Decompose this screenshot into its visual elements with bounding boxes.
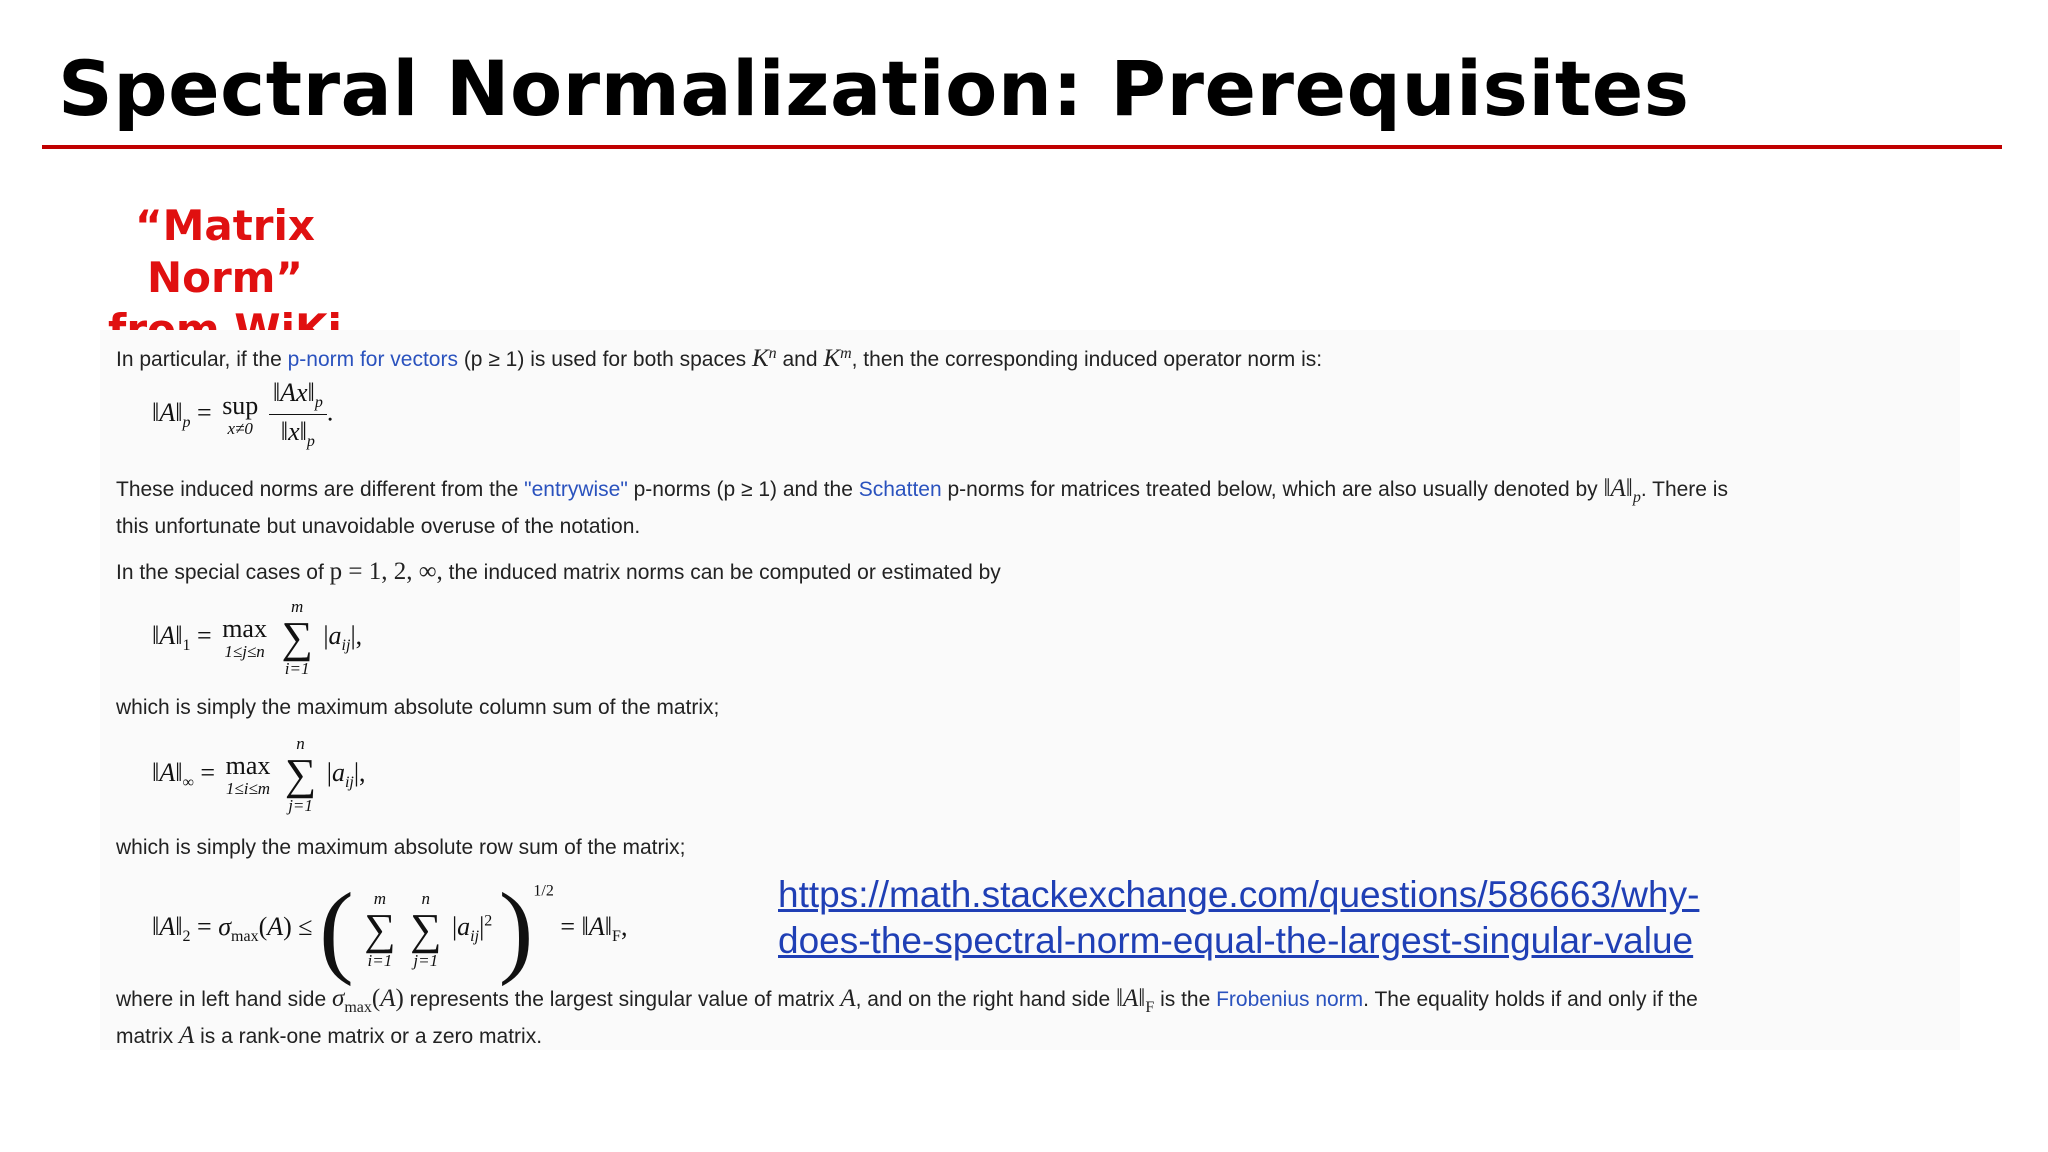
equation-two-norm: $‖A‖_2 = \sigma_{max}(A)$ ≤ ( m ∑ i=1 n ∑ j=1 $|a_{ij}|^2$ )$^{1/2} = ‖A‖_F$, xyxy=(152,872,628,987)
wiki-paragraph-1 xyxy=(116,335,1322,379)
wiki-text: where in left hand side xyxy=(116,988,332,1011)
wiki-text: and xyxy=(776,348,824,371)
equation-one-norm: $‖A‖_1$ = max 1≤j≤n m ∑ i=1 $|a_{ij}|$, xyxy=(152,597,363,678)
wiki-text: These induced norms are different from the xyxy=(116,478,525,501)
wiki-text: is a rank-one matrix or a zero matrix. xyxy=(194,1025,543,1048)
wiki-text: represents the largest singular value of matrix xyxy=(403,988,841,1011)
equation-induced-norm: $‖A‖_p$ = sup x≠0 $\frac{‖Ax‖_p}{‖x‖_p}$ . xyxy=(152,378,334,451)
wiki-text: p-norms (p ≥ 1) and the xyxy=(627,478,859,501)
wiki-paragraph-3 xyxy=(116,553,1001,592)
math-frobenius-norm: $‖A‖_F$ xyxy=(1115,985,1155,1016)
math-km: K xyxy=(823,345,841,372)
link-p-norm-vectors[interactable]: p-norm for vectors xyxy=(287,348,458,371)
wiki-paragraph-6-line-2 xyxy=(116,1017,542,1056)
stackexchange-link[interactable] xyxy=(778,872,1699,964)
math-sigma-max: $\sigma_{max}(A)$ xyxy=(331,985,404,1016)
wiki-text: , then the corresponding induced operator norm is: xyxy=(851,348,1323,371)
wiki-paragraph-2-line-2: this unfortunate but unavoidable overuse of the notation. xyxy=(116,515,641,538)
equation-infinity-norm: $‖A‖_\infty$ = max 1≤i≤m n ∑ j=1 $|a_{ij}|$, xyxy=(152,734,366,815)
slide-title: Spectral Normalization: Prerequisites xyxy=(58,44,1690,133)
wiki-text: In particular, if the xyxy=(116,348,288,371)
link-frobenius-norm[interactable]: Frobenius norm xyxy=(1216,988,1364,1011)
wiki-text: (p ≥ 1) is used for both spaces xyxy=(457,348,752,371)
math-sup-m: m xyxy=(840,345,852,362)
math-a: A xyxy=(840,985,856,1012)
wiki-text: In the special cases of xyxy=(116,561,330,584)
math-sup-n: n xyxy=(768,345,777,362)
wiki-text: matrix xyxy=(116,1025,179,1048)
wiki-text: is the xyxy=(1154,988,1217,1011)
title-underline xyxy=(42,145,2002,149)
url-line-1: https://math.stackexchange.com/questions/586663/why- xyxy=(778,874,1700,915)
wiki-text: , and on the right hand side xyxy=(855,988,1116,1011)
wiki-text: the induced matrix norms can be computed or estimated by xyxy=(442,561,1001,584)
wiki-text: . There is xyxy=(1640,478,1728,501)
link-schatten[interactable]: Schatten xyxy=(858,478,942,501)
math-kn: K xyxy=(751,345,769,372)
math-p-values: p = 1, 2, ∞, xyxy=(329,558,443,585)
wiki-paragraph-4: which is simply the maximum absolute column sum of the matrix; xyxy=(116,696,720,719)
wiki-paragraph-5: which is simply the maximum absolute row sum of the matrix; xyxy=(116,836,686,859)
math-norm-p: $‖A‖_p$ xyxy=(1603,475,1641,506)
math-a: A xyxy=(179,1022,195,1049)
subtitle-line-1: “Matrix Norm” xyxy=(134,201,316,302)
url-line-2: does-the-spectral-norm-equal-the-largest-singular-value xyxy=(778,920,1694,961)
wiki-text: p-norms for matrices treated below, which are also usually denoted by xyxy=(941,478,1604,501)
link-entrywise[interactable]: "entrywise" xyxy=(524,478,628,501)
wiki-text: . The equality holds if and only if the xyxy=(1363,988,1698,1011)
